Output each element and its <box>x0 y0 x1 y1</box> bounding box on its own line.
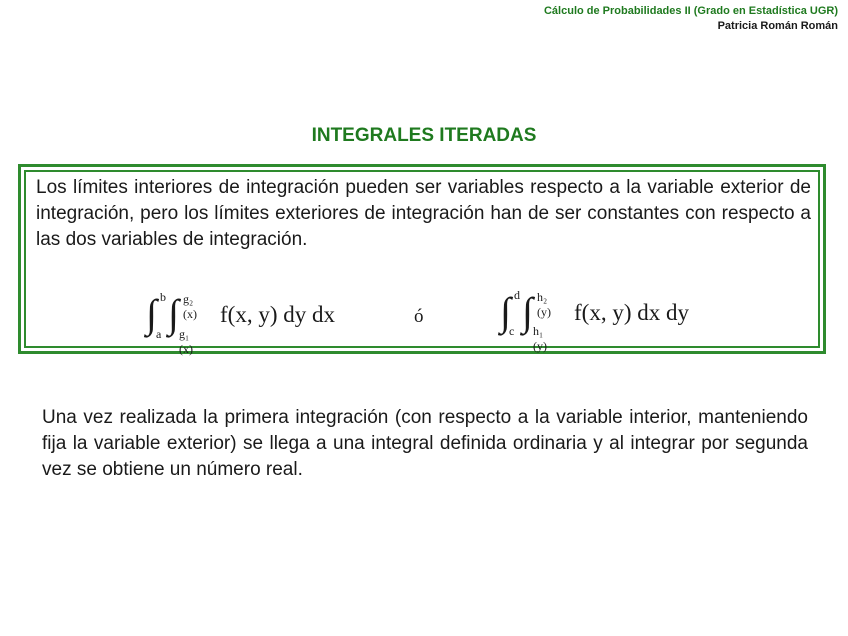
inner-upper-limit: g₂ (x) <box>183 292 197 321</box>
outer-upper-limit: b <box>160 290 166 304</box>
outer-upper-limit: d <box>514 288 520 302</box>
inner-upper-limit: h₂ (y) <box>537 290 551 319</box>
outer-integral-sign: ∫ <box>500 289 511 334</box>
connector-or: ó <box>414 306 424 327</box>
integrand: f(x, y) dy dx <box>220 302 335 327</box>
inner-lower-limit: g₁ (x) <box>179 327 193 356</box>
inner-integral-sign: ∫ <box>168 291 179 336</box>
inner-lower-limit: h₁ (y) <box>533 324 547 353</box>
header-author: Patricia Román Román <box>717 20 838 32</box>
outer-lower-limit: a <box>156 327 162 341</box>
page-title: INTEGRALES ITERADAS <box>311 125 537 146</box>
definition-text: Los límites interiores de integración pueden ser variables respecto a la variable exterior de integración, pero los límites exteriores de integración han de ser constantes con respecto a las dos variables de integración. <box>36 177 811 250</box>
header-course: Cálculo de Probabilidades II (Grado en Estadística UGR) <box>543 5 838 17</box>
inner-integral-sign: ∫ <box>522 289 533 334</box>
explanation-paragraph: Una vez realizada la primera integración (con respecto a la variable interior, manteniendo fija la variable exterior) se llega a una integral definida ordinaria y al integrar por segunda vez se obtiene un número real. <box>42 407 808 480</box>
outer-integral-sign: ∫ <box>146 291 157 336</box>
outer-lower-limit: c <box>509 324 515 338</box>
integrand: f(x, y) dx dy <box>574 300 689 325</box>
